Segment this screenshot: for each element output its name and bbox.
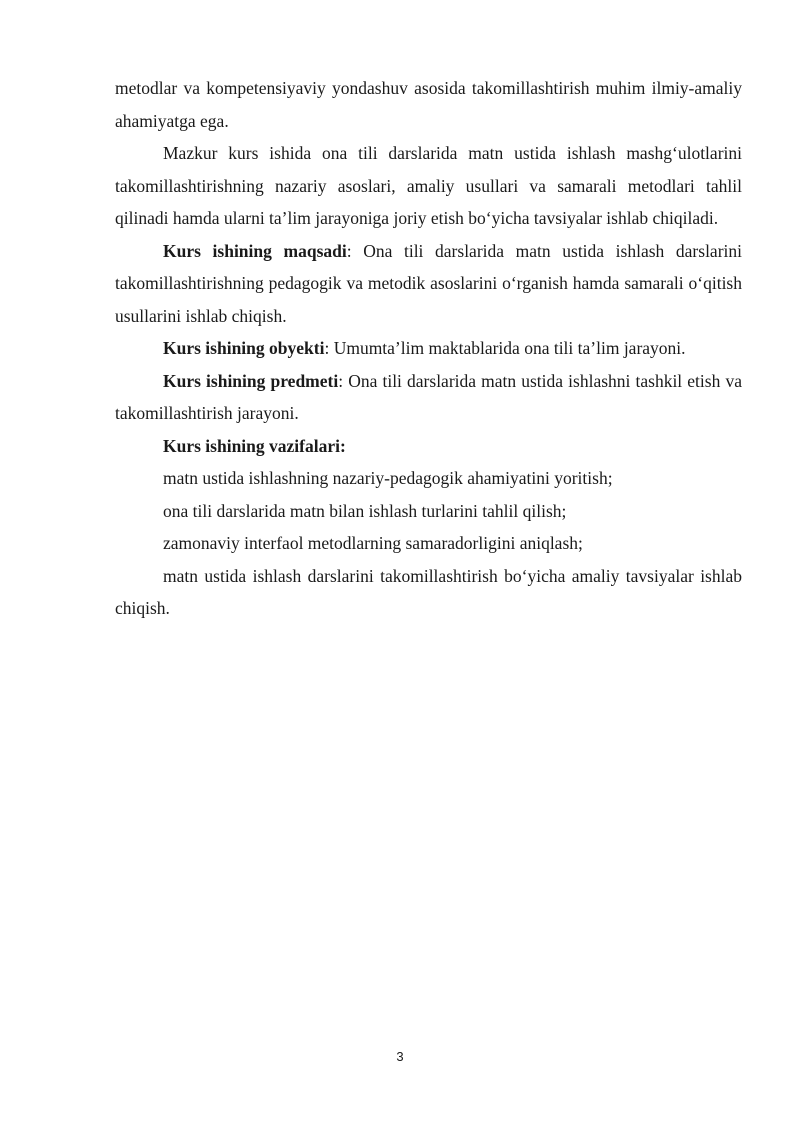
task-text: zamonaviy interfaol metodlarning samaradorligini aniqlash; (163, 533, 583, 553)
paragraph-text: Mazkur kurs ishida ona tili darslarida matn ustida ishlash mashg‘ulotlarini takomillashtirishning nazariy asoslari, amaliy usullari va samarali metodlari tahlil qilinadi hamda ularni ta’lim jarayoniga joriy etish bo‘yicha tavsiyalar ishlab chiqiladi. (115, 143, 742, 228)
goal-text: : Ona tili darslarida matn ustida ishlash darslarini takomillashtirishning pedagogik va metodik asoslarini o‘rganish hamda samarali o‘qitish usullarini ishlab chiqish. (115, 240, 742, 326)
task-text: matn ustida ishlashning nazariy-pedagogik ahamiyatini yoritish; (163, 468, 613, 488)
paragraph-intro (115, 137, 742, 235)
task-text: matn ustida ishlash darslarini takomillashtirish bo‘yicha amaliy tavsiyalar ishlab chiqish. (115, 565, 742, 618)
task-item (115, 462, 742, 495)
paragraph-object (115, 332, 742, 365)
goal-heading: Kurs ishining maqsadi (163, 240, 347, 261)
document-body (115, 72, 742, 625)
paragraph-continuation (115, 72, 742, 137)
paragraph-goal (115, 235, 742, 333)
page-number: 3 (396, 1049, 404, 1064)
tasks-heading: Kurs ishining vazifalari: (163, 435, 346, 456)
object-text: : Umumta’lim maktablarida ona tili ta’lim jarayoni. (324, 338, 686, 358)
paragraph-text: metodlar va kompetensiyaviy yondashuv asosida takomillashtirish muhim ilmiy-amaliy ahamiyatga ega. (115, 78, 742, 131)
task-item (115, 527, 742, 560)
subject-heading: Kurs ishining predmeti (163, 370, 339, 391)
paragraph-tasks-heading (115, 430, 742, 463)
task-item (115, 495, 742, 528)
paragraph-subject (115, 365, 742, 430)
task-item (115, 560, 742, 625)
subject-text: : Ona tili darslarida matn ustida ishlashni tashkil etish va takomillashtirish jarayoni. (115, 370, 742, 423)
task-text: ona tili darslarida matn bilan ishlash turlarini tahlil qilish; (163, 500, 567, 521)
object-heading: Kurs ishining obyekti (163, 338, 325, 358)
